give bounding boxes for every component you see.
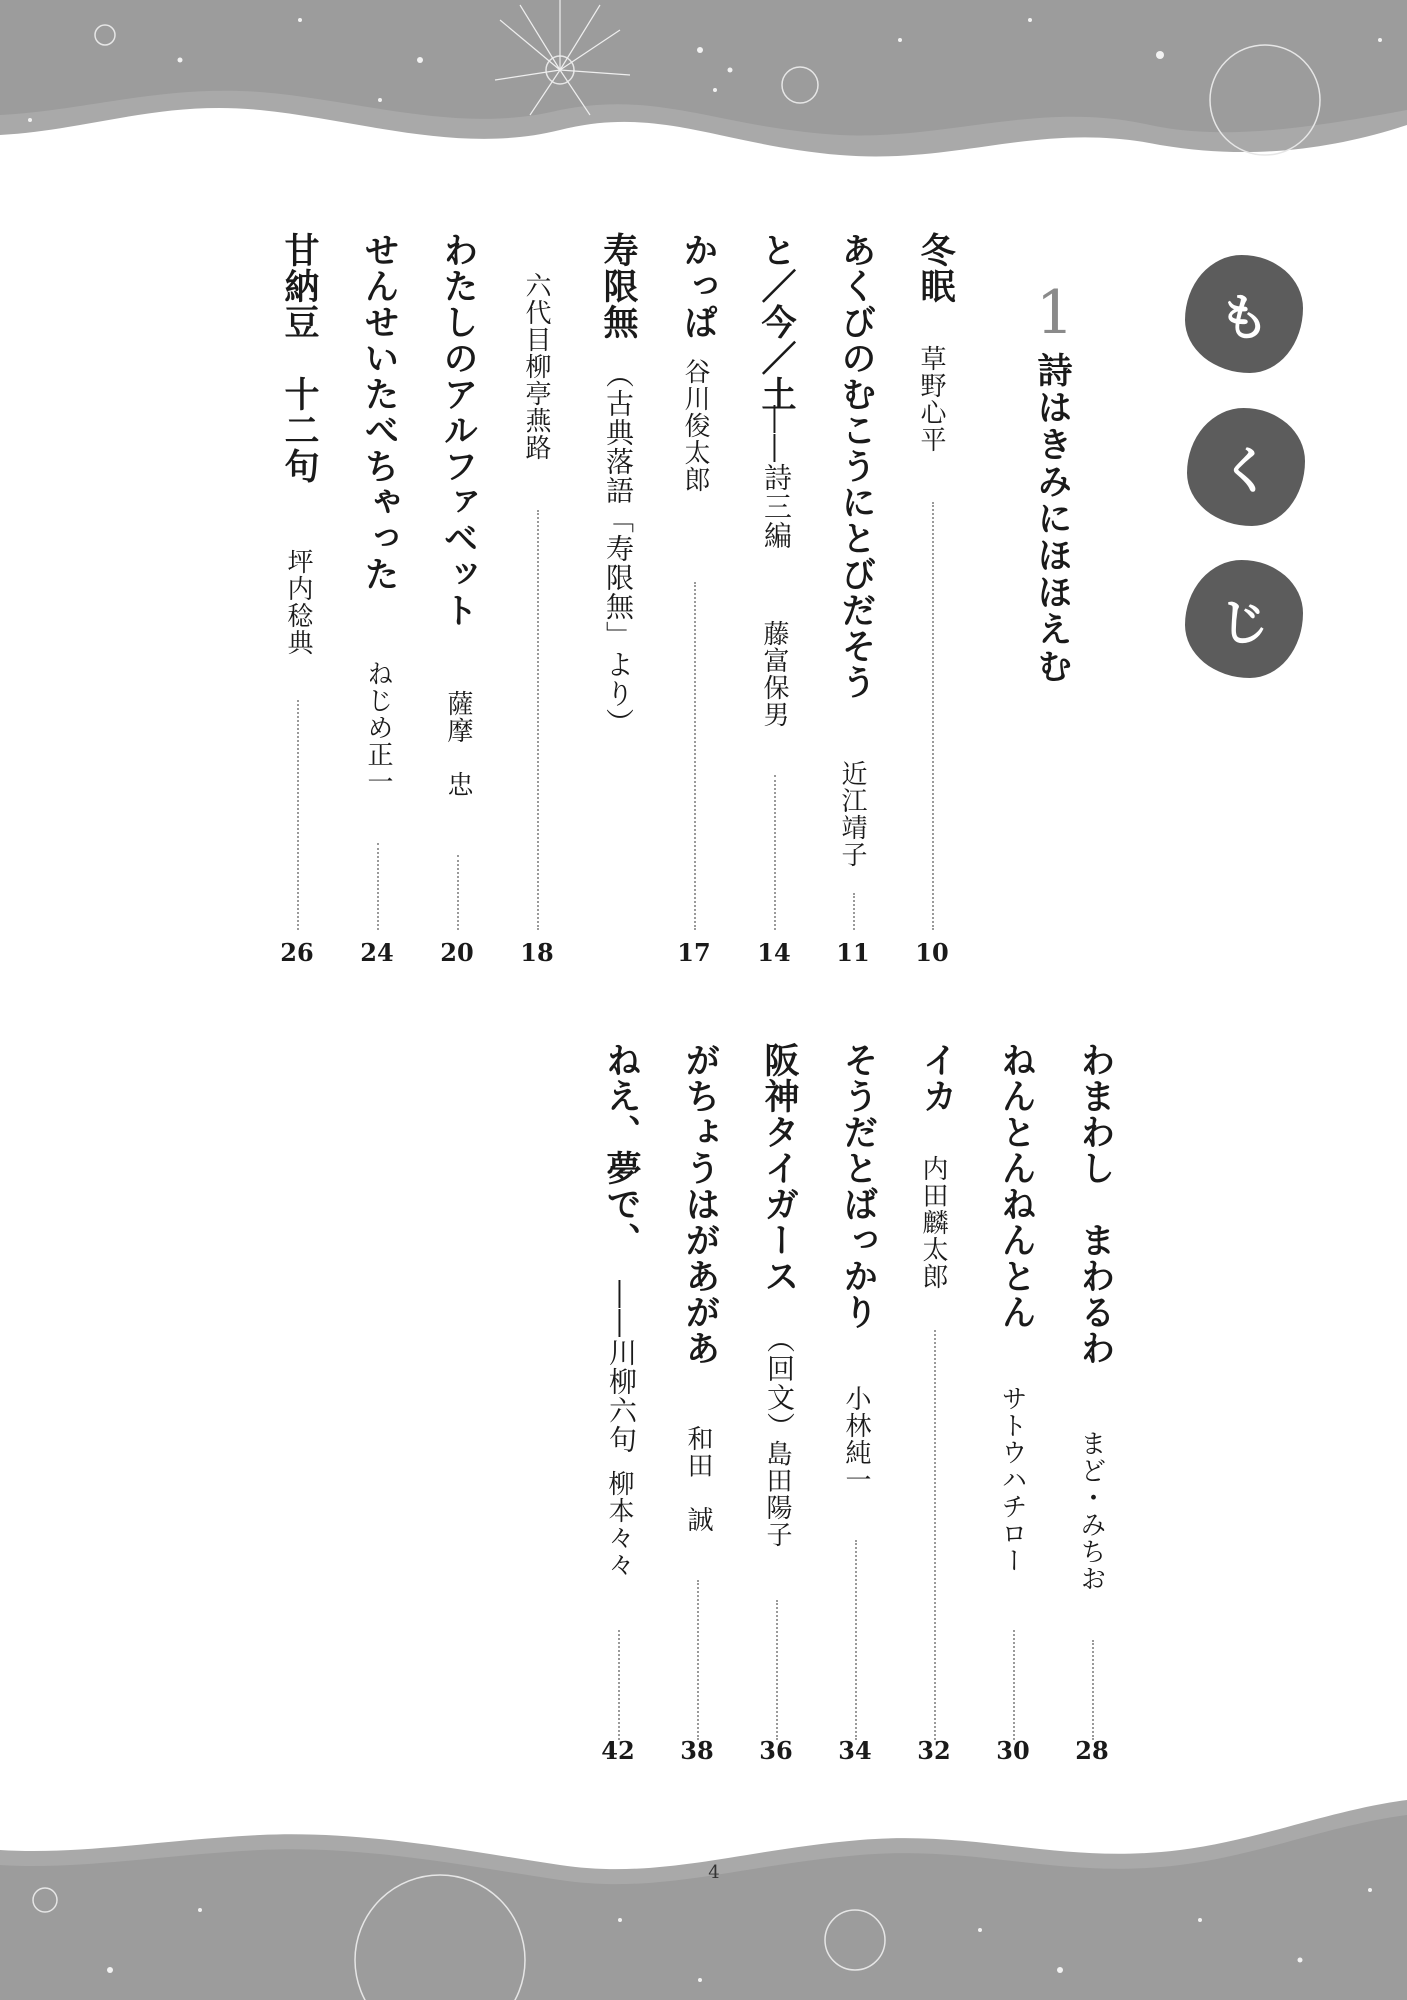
toc-entry-page[interactable]: 10 (915, 938, 949, 967)
toc-entry-page[interactable]: 14 (757, 938, 791, 967)
toc-entry-author: 六代目柳亭燕路 (521, 272, 551, 461)
toc-entry-author: まど・みちお (1076, 1430, 1106, 1592)
dot-leader (618, 1630, 620, 1740)
toc-entry-title[interactable]: 寿限無 (598, 232, 638, 340)
dot-leader (774, 775, 776, 930)
toc-entry-title[interactable]: そうだとばっかり (838, 1042, 878, 1330)
toc-entry-page[interactable]: 32 (917, 1736, 951, 1765)
toc-entry-author: ねじめ正一 (363, 660, 393, 795)
toc-entry-page[interactable]: 11 (836, 938, 870, 967)
toc-entry-author: 薩摩 忠 (443, 690, 473, 798)
toc-entry-title[interactable]: 阪神タイガース (759, 1042, 799, 1294)
toc-entry-author: 藤富保男 (759, 620, 789, 728)
toc-entry-subtitle: （回文） (763, 1325, 796, 1441)
dot-leader (694, 582, 696, 930)
section-number: 1 (1035, 278, 1075, 348)
bottom-starfield-decoration (0, 1770, 1407, 2000)
toc-entry-author: サトウハチロー (997, 1385, 1027, 1574)
toc-entry-title[interactable]: ねんとんねんとん (996, 1042, 1036, 1330)
toc-entry-title[interactable]: ねえ、夢で、 (601, 1042, 641, 1258)
toc-entry-page[interactable]: 34 (838, 1736, 872, 1765)
toc-entry-page[interactable]: 42 (601, 1736, 635, 1765)
dot-leader (853, 893, 855, 930)
toc-entry-author: 和田 誠 (683, 1425, 713, 1533)
toc-entry-title[interactable]: と／今／土 (756, 232, 796, 412)
dot-leader (855, 1540, 857, 1740)
section-title: 詩はきみにほほえむ (1032, 352, 1072, 685)
toc-entry-title[interactable]: せんせいたべちゃった (359, 232, 399, 592)
dot-leader (776, 1600, 778, 1740)
toc-entry-page[interactable]: 24 (360, 938, 394, 967)
dot-leader (934, 1330, 936, 1740)
toc-entry-title[interactable]: イカ (917, 1042, 957, 1114)
toc-entry-author: 内田麟太郎 (918, 1155, 948, 1290)
toc-entry-page[interactable]: 36 (759, 1736, 793, 1765)
toc-entry-title[interactable]: がちょうはがあがあ (680, 1042, 720, 1366)
toc-entry-page[interactable]: 20 (440, 938, 474, 967)
toc-entry-page[interactable]: 38 (680, 1736, 714, 1765)
dot-leader (377, 843, 379, 930)
toc-entry-author: 近江靖子 (837, 760, 867, 868)
toc-entry-subtitle: ――川柳六句 (605, 1280, 638, 1454)
toc-entry-page[interactable]: 26 (280, 938, 314, 967)
toc-entry-subtitle: ――詩三編 (760, 405, 793, 550)
dot-leader (1013, 1630, 1015, 1740)
toc-entry-title[interactable]: かっぱ (678, 232, 718, 340)
title-char-ku: く (1187, 408, 1305, 526)
toc-entry-page[interactable]: 28 (1075, 1736, 1109, 1765)
toc-entry-author: 谷川俊太郎 (680, 358, 710, 493)
toc-entry-author: 草野心平 (916, 345, 946, 453)
toc-entry-title[interactable]: 冬眠 (915, 232, 955, 304)
dot-leader (697, 1580, 699, 1740)
toc-entry-title[interactable]: わまわし まわるわ (1075, 1042, 1115, 1366)
toc-entry-page[interactable]: 18 (520, 938, 554, 967)
top-starfield-decoration (0, 0, 1407, 200)
title-char-ji: じ (1185, 560, 1303, 678)
toc-entry-page[interactable]: 17 (677, 938, 711, 967)
toc-entry-author: 柳本々々 (604, 1470, 634, 1578)
toc-entry-subtitle: （古典落語「寿限無」より） (602, 360, 635, 737)
toc-entry-author: 島田陽子 (762, 1440, 792, 1548)
title-char-mo: も (1185, 255, 1303, 373)
toc-entry-title[interactable]: 甘納豆 十二句 (279, 232, 319, 484)
dot-leader (1092, 1640, 1094, 1740)
toc-entry-author: 坪内稔典 (283, 548, 313, 656)
dot-leader (457, 855, 459, 930)
toc-entry-title[interactable]: あくびのむこうにとびだそう (836, 232, 876, 700)
dot-leader (932, 502, 934, 930)
toc-entry-title[interactable]: わたしのアルファベット (438, 232, 478, 628)
toc-entry-page[interactable]: 30 (996, 1736, 1030, 1765)
dot-leader (297, 700, 299, 930)
dot-leader (537, 510, 539, 930)
page-folio: 4 (708, 1862, 720, 1883)
toc-entry-author: 小林純一 (841, 1385, 871, 1493)
